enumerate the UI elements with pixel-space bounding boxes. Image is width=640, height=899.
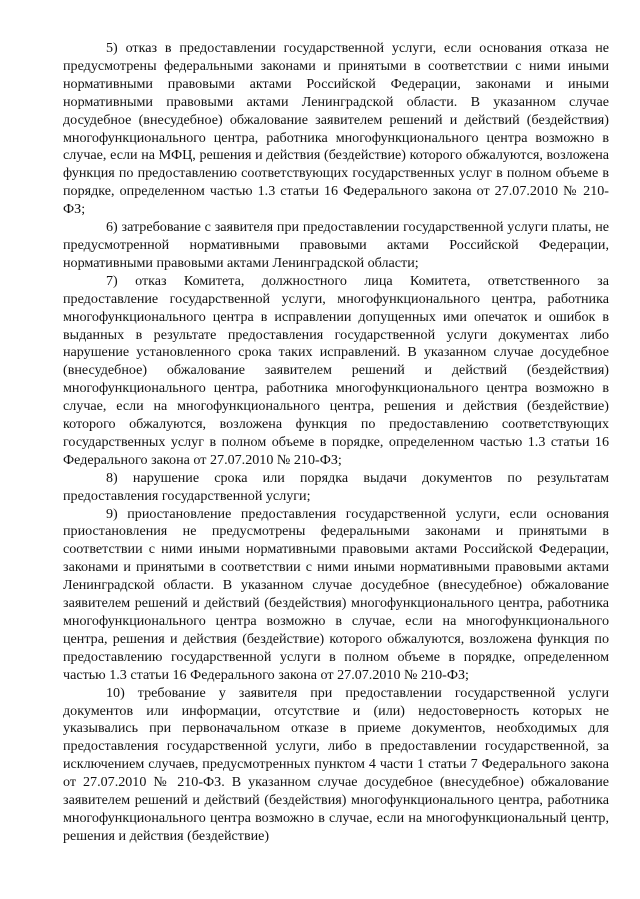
paragraph-item-8: 8) нарушение срока или порядка выдачи документов по результатам предоставления государственной услуги;	[63, 469, 609, 504]
document-body	[63, 40, 609, 846]
paragraph-item-6: 6) затребование с заявителя при предоставлении государственной услуги платы, не предусмотренной нормативными правовыми актами Российской Федерации, нормативными правовыми актами Ленинградской области;	[63, 219, 609, 271]
paragraph-item-5: 5) отказ в предоставлении государственной услуги, если основания отказа не предусмотрены федеральными законами и принятыми в соответствии с ними иными нормативными правовыми актами Российской Федерации, законами и иными нормативными правовыми актами Ленинградской области. В указанном случае досудебное (внесудебное) обжалование заявителем решений и действий (бездействия) многофункционального центра, работника многофункционального центра возможно в случае, если на МФЦ, решения и действия (бездействие) которого обжалуются, возложена функция по предоставлению соответствующих государственных услуг в полном объеме в порядке, определенном частью 1.3 статьи 16 Федерального закона от 27.07.2010 № 210-ФЗ;	[63, 40, 609, 218]
paragraph-item-9: 9) приостановление предоставления государственной услуги, если основания приостановления не предусмотрены федеральными законами и принятыми в соответствии с ними иными нормативными правовыми актами Российской Федерации, законами и принятыми в соответствии с ними иными нормативными правовыми актами Ленинградской области. В указанном случае досудебное (внесудебное) обжалование заявителем решений и действий (бездействия) многофункционального центра, работника многофункционального центра возможно в случае, если на многофункционального центра, решения и действия (бездействие) которого обжалуются, возложена функция по предоставлению государственной услуги в полном объеме в порядке, определенном частью 1.3 статьи 16 Федерального закона от 27.07.2010 № 210-ФЗ;	[63, 505, 609, 683]
paragraph-item-10: 10) требование у заявителя при предоставлении государственной услуги документов или информации, отсутствие и (или) недостоверность которых не указывались при первоначальном отказе в приеме документов, необходимых для предоставления государственной услуги, либо в предоставлении государственной, за исключением случаев, предусмотренных пунктом 4 части 1 статьи 7 Федерального закона от 27.07.2010 № 210-ФЗ. В указанном случае досудебное (внесудебное) обжалование заявителем решений и действий (бездействия) многофункционального центра, работника многофункционального центра возможно в случае, если на многофункциональный центр, решения и действия (бездействие)	[63, 684, 609, 844]
paragraph-item-7: 7) отказ Комитета, должностного лица Комитета, ответственного за предоставление государственной услуги, многофункционального центра, работника многофункционального центра в исправлении допущенных ими опечаток и ошибок в выданных в результате предоставления государственной услуги документах либо нарушение установленного срока таких исправлений. В указанном случае досудебное (внесудебное) обжалование заявителем решений и действий (бездействия) многофункционального центра, работника многофункционального центра возможно в случае, если на многофункционального центра, решения и действия (бездействие) которого обжалуются, возложена функция по предоставлению соответствующих государственных услуг в полном объеме в порядке, определенном частью 1.3 статьи 16 Федерального закона от 27.07.2010 № 210-ФЗ;	[63, 272, 609, 468]
